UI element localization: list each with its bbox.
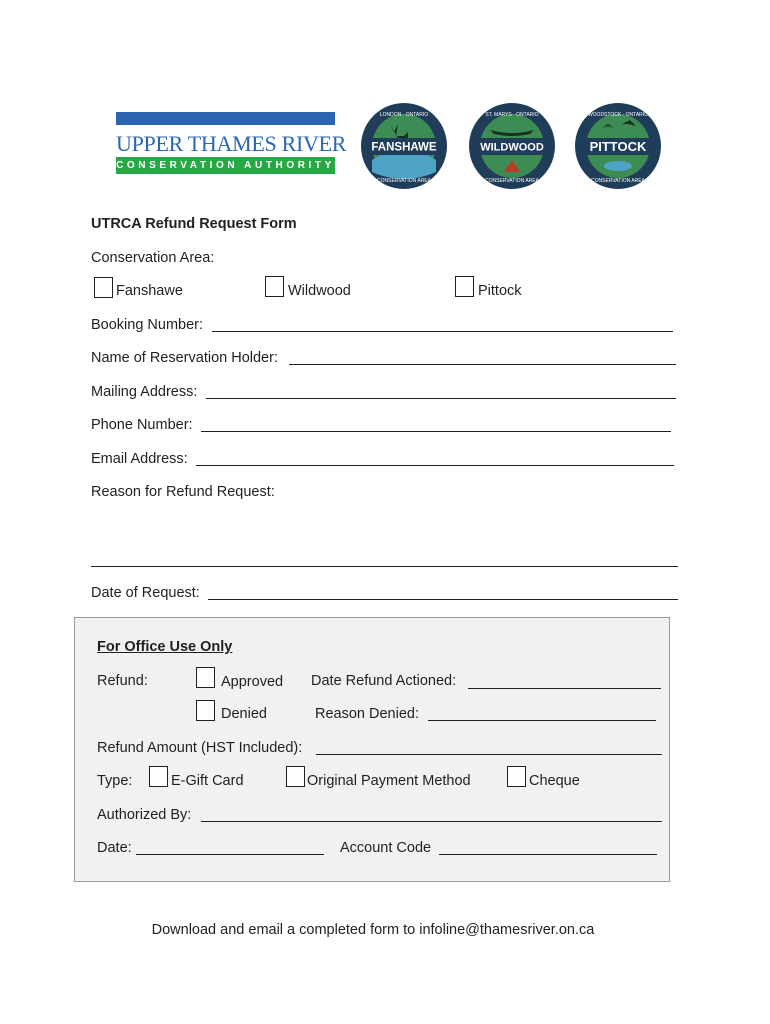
date-refund-actioned-field[interactable] (468, 688, 661, 689)
type-label: Type: (97, 773, 133, 789)
badge-name: FANSHAWE (371, 141, 437, 154)
fanshawe-badge (360, 102, 448, 190)
badge-ring-bottom: CONSERVATION AREA (485, 178, 539, 184)
office-date-field[interactable] (136, 854, 324, 855)
email-address-field[interactable] (196, 465, 674, 466)
booking-number-field[interactable] (212, 331, 673, 332)
account-code-label: Account Code (340, 840, 432, 856)
reason-denied-field[interactable] (428, 720, 656, 721)
badge-ring-top: ST. MARYS · ONTARIO (485, 112, 539, 118)
pittock-badge (574, 102, 662, 190)
authorized-by-label: Authorized By: (97, 807, 192, 823)
badge-ring-bottom: CONSERVATION AREA (377, 178, 431, 184)
egift-card-label: E-Gift Card (171, 773, 244, 789)
original-payment-checkbox[interactable] (286, 766, 305, 787)
mailing-address-field[interactable] (206, 398, 676, 399)
office-date-label: Date: (97, 840, 132, 856)
denied-label: Denied (221, 706, 267, 722)
account-code-field[interactable] (439, 854, 657, 855)
logo-top-bar (116, 112, 335, 125)
reservation-holder-field[interactable] (289, 364, 676, 365)
wildwood-checkbox[interactable] (265, 276, 284, 297)
office-use-heading: For Office Use Only (97, 639, 233, 655)
cheque-label: Cheque (529, 773, 580, 789)
refund-amount-field[interactable] (316, 754, 662, 755)
phone-number-field[interactable] (201, 431, 671, 432)
denied-checkbox[interactable] (196, 700, 215, 721)
logo-subtitle: CONSERVATION AUTHORITY (116, 157, 335, 174)
approved-checkbox[interactable] (196, 667, 215, 688)
date-of-request-field[interactable] (208, 599, 678, 600)
wildwood-option-label: Wildwood (288, 283, 351, 299)
badge-ring-top: WOODSTOCK · ONTARIO (587, 112, 649, 118)
original-payment-label: Original Payment Method (307, 773, 471, 789)
logo-title: UPPER THAMES RIVER (116, 131, 347, 156)
approved-label: Approved (221, 674, 284, 690)
wildwood-badge (468, 102, 556, 190)
date-of-request-label: Date of Request: (91, 585, 200, 601)
pittock-checkbox[interactable] (455, 276, 474, 297)
badge-ring-bottom: CONSERVATION AREA (591, 178, 645, 184)
egift-card-checkbox[interactable] (149, 766, 168, 787)
phone-number-label: Phone Number: (91, 417, 193, 433)
badge-ring-top: LONDON · ONTARIO (379, 112, 429, 118)
refund-reason-field[interactable] (91, 566, 678, 567)
refund-amount-label: Refund Amount (HST Included): (97, 740, 303, 756)
badge-name: PITTOCK (589, 139, 647, 154)
mailing-address-label: Mailing Address: (91, 384, 198, 400)
fanshawe-option-label: Fanshawe (116, 283, 183, 299)
footer-instructions: Download and email a completed form to infoline@thamesriver.on.ca (151, 922, 595, 938)
cheque-checkbox[interactable] (507, 766, 526, 787)
reservation-holder-label: Name of Reservation Holder: (91, 350, 278, 366)
email-address-label: Email Address: (91, 451, 188, 467)
conservation-area-label: Conservation Area: (91, 250, 215, 266)
fish-icon (604, 161, 632, 171)
authorized-by-field[interactable] (201, 821, 662, 822)
form-title: UTRCA Refund Request Form (91, 216, 297, 232)
badge-name: WILDWOOD (480, 141, 544, 154)
refund-reason-label: Reason for Refund Request: (91, 484, 275, 500)
pittock-option-label: Pittock (478, 283, 522, 299)
reason-denied-label: Reason Denied: (315, 706, 419, 722)
refund-label: Refund: (97, 673, 148, 689)
fanshawe-checkbox[interactable] (94, 277, 113, 298)
date-refund-actioned-label: Date Refund Actioned: (311, 673, 457, 689)
booking-number-label: Booking Number: (91, 317, 204, 333)
